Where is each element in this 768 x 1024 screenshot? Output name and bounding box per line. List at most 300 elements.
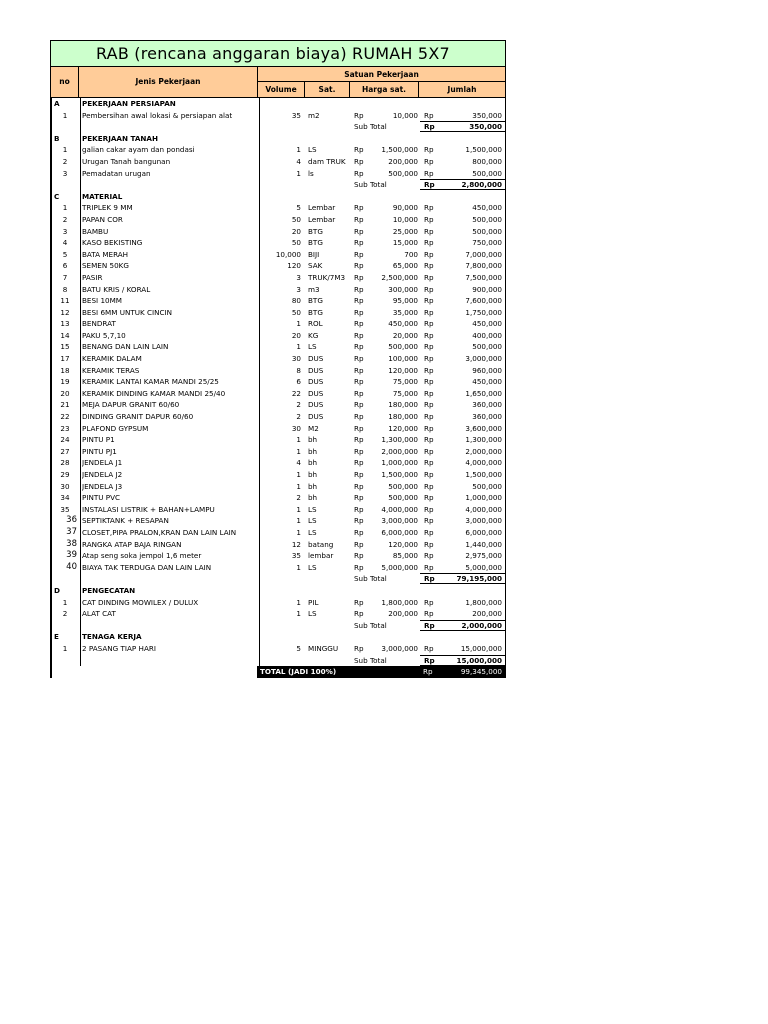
table-row: [52, 284, 505, 296]
item-price-currency: Rp: [354, 597, 364, 607]
item-price-currency: Rp: [354, 423, 364, 433]
grand-total-row: [50, 666, 506, 678]
item-price-currency: Rp: [354, 203, 364, 213]
item-amount-currency: Rp: [424, 470, 434, 479]
item-volume: 1: [296, 446, 301, 456]
item-amount-currency: Rp: [424, 330, 434, 340]
item-unit-price: 120,000: [388, 539, 418, 549]
item-description: BENANG DAN LAIN LAIN: [82, 342, 169, 352]
item-amount: 1,750,000: [465, 307, 502, 317]
item-amount: 450,000: [472, 319, 502, 329]
item-unit: Lembar: [308, 214, 336, 224]
item-price-currency: Rp: [354, 377, 364, 387]
item-price-currency: Rp: [354, 643, 364, 653]
item-amount: 4,000,000: [465, 458, 502, 468]
section-code: C: [54, 191, 60, 201]
item-no: 15: [60, 342, 70, 352]
item-unit: SAK: [308, 261, 323, 271]
item-amount: 1,650,000: [465, 388, 502, 398]
item-price-currency: Rp: [354, 249, 364, 259]
table-row: [52, 330, 505, 342]
item-no: 20: [60, 388, 70, 398]
item-amount: 350,000: [472, 110, 502, 120]
item-price-currency: Rp: [354, 319, 364, 329]
item-amount: 2,975,000: [465, 551, 502, 561]
item-no: 35: [60, 504, 70, 514]
item-unit-price: 10,000: [392, 214, 418, 224]
section-code: B: [54, 133, 60, 143]
item-description: PINTU PJ1: [82, 446, 117, 456]
item-volume: 5: [296, 203, 301, 213]
table-row: [52, 446, 505, 458]
item-unit: LS: [308, 504, 317, 514]
item-volume: 1: [296, 527, 301, 537]
item-unit: bh: [308, 470, 318, 479]
item-amount-currency: Rp: [424, 481, 434, 491]
item-no: 1: [62, 145, 68, 155]
item-unit: MINGGU: [308, 643, 339, 653]
item-amount: 5,000,000: [465, 562, 502, 572]
item-amount: 1,300,000: [465, 435, 502, 445]
item-price-currency: Rp: [354, 226, 364, 236]
subtotal-currency: Rp: [424, 655, 435, 665]
item-volume: 4: [296, 458, 301, 468]
item-no: 4: [62, 238, 68, 248]
header-no: no: [51, 67, 79, 97]
item-description: BENDRAT: [82, 319, 116, 329]
item-unit: BTG: [308, 307, 323, 317]
table-row: [52, 376, 505, 388]
item-price-currency: Rp: [354, 168, 364, 178]
item-volume: 1: [296, 609, 301, 619]
item-description: Urugan Tanah bangunan: [82, 156, 171, 166]
item-unit: bh: [308, 435, 318, 445]
item-amount-currency: Rp: [424, 272, 434, 282]
subtotal-value: 2,800,000: [461, 180, 502, 190]
item-unit-price: 65,000: [392, 261, 418, 271]
left-border: [50, 666, 52, 678]
item-amount-currency: Rp: [424, 226, 434, 236]
item-no: 11: [60, 296, 70, 306]
item-unit: DUS: [308, 400, 324, 410]
table-row: [52, 318, 505, 330]
subtotal-row: [52, 179, 505, 191]
item-no: 36: [66, 515, 77, 526]
item-description: KERAMIK LANTAI KAMAR MANDI 25/25: [82, 377, 219, 387]
item-unit-price: 1,300,000: [381, 435, 418, 445]
item-no: 1: [62, 203, 68, 213]
item-amount: 400,000: [472, 330, 502, 340]
item-description: CAT DINDING MOWILEX / DULUX: [82, 597, 199, 607]
item-amount-currency: Rp: [424, 562, 434, 572]
item-volume: 22: [291, 388, 301, 398]
item-price-currency: Rp: [354, 307, 364, 317]
item-no: 2: [62, 156, 68, 166]
item-unit: DUS: [308, 365, 324, 375]
item-description: TRIPLEK 9 MM: [82, 203, 133, 213]
subtotal-currency: Rp: [424, 620, 435, 630]
item-unit: LS: [308, 342, 317, 352]
item-amount: 500,000: [472, 226, 502, 236]
item-volume: 5: [296, 643, 301, 653]
item-no: 2: [62, 609, 68, 619]
item-volume: 35: [291, 110, 301, 120]
table-row: [52, 423, 505, 435]
table-row: [52, 168, 505, 180]
item-price-currency: Rp: [354, 412, 364, 422]
item-unit: ROL: [308, 319, 323, 329]
section-name: MATERIAL: [82, 191, 123, 201]
subtotal-currency: Rp: [424, 180, 435, 190]
section-header-row: [52, 191, 505, 203]
subtotal-row: [52, 573, 505, 585]
item-unit: BIJI: [308, 249, 320, 259]
item-volume: 50: [291, 238, 301, 248]
table-row: [52, 562, 505, 574]
item-amount: 500,000: [472, 214, 502, 224]
item-amount-currency: Rp: [424, 400, 434, 410]
rab-sheet: [50, 40, 506, 678]
table-row: [52, 260, 505, 272]
item-no: 23: [60, 423, 70, 433]
item-description: PLAFOND GYPSUM: [82, 423, 149, 433]
item-amount: 7,800,000: [465, 261, 502, 271]
item-amount-currency: Rp: [424, 203, 434, 213]
item-unit: bh: [308, 458, 318, 468]
item-amount: 960,000: [472, 365, 502, 375]
subtotal-currency: Rp: [424, 122, 435, 132]
item-unit-price: 180,000: [388, 412, 418, 422]
item-unit-price: 700: [404, 249, 418, 259]
subtotal-label: Sub Total: [354, 180, 387, 190]
item-price-currency: Rp: [354, 156, 364, 166]
item-price-currency: Rp: [354, 493, 364, 503]
item-amount: 7,000,000: [465, 249, 502, 259]
item-unit: PIL: [308, 597, 319, 607]
item-description: galian cakar ayam dan pondasi: [82, 145, 195, 155]
item-no: 6: [62, 261, 68, 271]
item-amount-currency: Rp: [424, 516, 434, 526]
table-row: [52, 237, 505, 249]
item-unit-price: 3,000,000: [381, 643, 418, 653]
item-amount-currency: Rp: [424, 435, 434, 445]
item-unit-price: 2,500,000: [381, 272, 418, 282]
item-no: 18: [60, 365, 70, 375]
item-description: PASIR: [82, 272, 103, 282]
item-volume: 4: [296, 156, 301, 166]
table-row: [52, 597, 505, 609]
item-amount: 450,000: [472, 377, 502, 387]
item-unit-price: 6,000,000: [381, 527, 418, 537]
item-amount: 360,000: [472, 412, 502, 422]
table-row: [52, 214, 505, 226]
item-description: BESI 6MM UNTUK CINCIN: [82, 307, 173, 317]
item-unit-price: 1,800,000: [381, 597, 418, 607]
item-unit: DUS: [308, 412, 324, 422]
item-unit: M2: [308, 423, 319, 433]
item-description: BESI 10MM: [82, 296, 122, 306]
item-amount-currency: Rp: [424, 412, 434, 422]
item-volume: 1: [296, 435, 301, 445]
item-unit: Lembar: [308, 203, 336, 213]
item-amount-currency: Rp: [424, 319, 434, 329]
item-description: ALAT CAT: [82, 609, 116, 619]
item-amount: 450,000: [472, 203, 502, 213]
item-price-currency: Rp: [354, 551, 364, 561]
item-unit-price: 450,000: [388, 319, 418, 329]
table-row: [52, 353, 505, 365]
item-description: Pemadatan urugan: [82, 168, 151, 178]
item-description: 2 PASANG TIAP HARI: [82, 643, 156, 653]
item-description: JENDELA J2: [82, 470, 123, 479]
item-amount-currency: Rp: [424, 214, 434, 224]
item-amount-currency: Rp: [424, 539, 434, 549]
item-amount: 4,000,000: [465, 504, 502, 514]
item-volume: 80: [291, 296, 301, 306]
item-amount-currency: Rp: [424, 145, 434, 155]
item-amount: 750,000: [472, 238, 502, 248]
table-row: [52, 643, 505, 655]
item-volume: 1: [296, 504, 301, 514]
table-row: [52, 539, 505, 551]
table-row: [52, 550, 505, 562]
item-amount: 800,000: [472, 156, 502, 166]
item-amount-currency: Rp: [424, 388, 434, 398]
item-description: PINTU PVC: [82, 493, 121, 503]
item-unit: ls: [308, 168, 314, 178]
subtotal-value: 350,000: [469, 122, 502, 132]
table-body: [50, 98, 506, 666]
item-price-currency: Rp: [354, 214, 364, 224]
item-price-currency: Rp: [354, 446, 364, 456]
item-volume: 2: [296, 493, 301, 503]
table-row: [52, 272, 505, 284]
item-price-currency: Rp: [354, 458, 364, 468]
item-price-currency: Rp: [354, 527, 364, 537]
item-no: 3: [62, 168, 68, 178]
section-name: PEKERJAAN TANAH: [82, 133, 159, 143]
table-row: [52, 156, 505, 168]
item-volume: 10,000: [275, 249, 301, 259]
item-amount-currency: Rp: [424, 261, 434, 271]
section-header-row: [52, 98, 505, 110]
item-price-currency: Rp: [354, 272, 364, 282]
item-volume: 35: [291, 551, 301, 561]
item-amount-currency: Rp: [424, 296, 434, 306]
item-description: PAKU 5,7,10: [82, 330, 126, 340]
item-amount: 2,000,000: [465, 446, 502, 456]
item-no: 5: [62, 249, 68, 259]
table-row: [52, 226, 505, 238]
table-row: [52, 457, 505, 469]
item-description: CLOSET,PIPA PRALON,KRAN DAN LAIN LAIN: [82, 527, 237, 537]
table-row: [52, 144, 505, 156]
subtotal-label: Sub Total: [354, 620, 387, 630]
item-unit-price: 1,500,000: [381, 145, 418, 155]
item-volume: 30: [291, 354, 301, 364]
section-code: A: [54, 99, 60, 108]
item-amount-currency: Rp: [424, 504, 434, 514]
section-code: E: [54, 632, 59, 642]
item-amount: 500,000: [472, 481, 502, 491]
item-unit: DUS: [308, 377, 324, 387]
table-row: [52, 307, 505, 319]
item-unit-price: 500,000: [388, 493, 418, 503]
item-no: 12: [60, 307, 70, 317]
item-unit-price: 20,000: [392, 330, 418, 340]
item-no: 27: [60, 446, 70, 456]
item-unit-price: 25,000: [392, 226, 418, 236]
item-volume: 20: [291, 330, 301, 340]
item-amount: 7,500,000: [465, 272, 502, 282]
item-volume: 1: [296, 481, 301, 491]
sheet-title: RAB (rencana anggaran biaya) RUMAH 5X7: [50, 40, 506, 66]
section-code: D: [54, 585, 60, 595]
item-unit-price: 300,000: [388, 284, 418, 294]
section-name: TENAGA KERJA: [82, 632, 142, 642]
item-price-currency: Rp: [354, 435, 364, 445]
item-no: 13: [60, 319, 70, 329]
grand-total-bar: [257, 666, 506, 678]
table-row: [52, 492, 505, 504]
item-amount-currency: Rp: [424, 551, 434, 561]
subtotal-value: 15,000,000: [456, 655, 502, 665]
item-volume: 50: [291, 214, 301, 224]
item-unit: TRUK/7M3: [308, 272, 346, 282]
grand-total-label: TOTAL (JADI 100%): [260, 667, 337, 677]
item-amount-currency: Rp: [424, 168, 434, 178]
item-no: 8: [62, 284, 68, 294]
item-volume: 3: [296, 272, 301, 282]
item-description: SEMEN 50KG: [82, 261, 129, 271]
item-no: 30: [60, 481, 70, 491]
item-amount-currency: Rp: [424, 156, 434, 166]
item-price-currency: Rp: [354, 296, 364, 306]
item-price-currency: Rp: [354, 261, 364, 271]
header-jenis-pekerjaan: Jenis Pekerjaan: [79, 67, 258, 97]
header-harga-sat: Harga sat.: [350, 82, 419, 97]
item-description: BAMBU: [82, 226, 109, 236]
item-price-currency: Rp: [354, 400, 364, 410]
item-unit-price: 75,000: [392, 377, 418, 387]
item-price-currency: Rp: [354, 481, 364, 491]
item-amount-currency: Rp: [424, 377, 434, 387]
item-unit: lembar: [308, 551, 334, 561]
item-unit: LS: [308, 516, 317, 526]
item-no: 14: [60, 330, 70, 340]
item-unit: BTG: [308, 226, 323, 236]
section-header-row: [52, 585, 505, 597]
item-price-currency: Rp: [354, 354, 364, 364]
table-row: [52, 434, 505, 446]
item-amount-currency: Rp: [424, 342, 434, 352]
subtotal-row: [52, 620, 505, 632]
item-amount-currency: Rp: [424, 110, 434, 120]
item-unit: dam TRUK: [308, 156, 346, 166]
item-price-currency: Rp: [354, 562, 364, 572]
item-unit-price: 500,000: [388, 481, 418, 491]
item-volume: 3: [296, 284, 301, 294]
item-description: KERAMIK DALAM: [82, 354, 142, 364]
item-price-currency: Rp: [354, 504, 364, 514]
item-price-currency: Rp: [354, 145, 364, 155]
table-row: [52, 249, 505, 261]
item-unit: m3: [308, 284, 320, 294]
item-unit-price: 2,000,000: [381, 446, 418, 456]
item-no: 1: [62, 643, 68, 653]
item-volume: 6: [296, 377, 301, 387]
item-amount-currency: Rp: [424, 249, 434, 259]
item-amount: 500,000: [472, 342, 502, 352]
item-no: 17: [60, 354, 70, 364]
item-unit: LS: [308, 609, 317, 619]
item-volume: 1: [296, 168, 301, 178]
item-amount-currency: Rp: [424, 423, 434, 433]
item-volume: 20: [291, 226, 301, 236]
item-no: 38: [66, 538, 77, 549]
item-price-currency: Rp: [354, 516, 364, 526]
subtotal-value: 79,195,000: [456, 574, 502, 584]
item-description: RANGKA ATAP BAJA RINGAN: [82, 539, 182, 549]
item-unit: BTG: [308, 296, 323, 306]
item-unit-price: 3,000,000: [381, 516, 418, 526]
grand-total-currency: Rp: [423, 667, 433, 677]
item-volume: 50: [291, 307, 301, 317]
table-row: [52, 469, 505, 481]
header-jumlah: Jumlah: [447, 85, 477, 94]
subtotal-label: Sub Total: [354, 122, 387, 132]
item-description: KASO BEKISTING: [82, 238, 143, 248]
item-unit-price: 120,000: [388, 365, 418, 375]
subtotal-row: [52, 121, 505, 133]
item-volume: 1: [296, 597, 301, 607]
item-no: 1: [62, 110, 68, 120]
subtotal-row: [52, 655, 505, 667]
item-no: 39: [66, 550, 77, 561]
item-unit-price: 5,000,000: [381, 562, 418, 572]
item-volume: 2: [296, 400, 301, 410]
item-no: 34: [60, 493, 70, 503]
item-no: 7: [62, 272, 68, 282]
table-row: [52, 295, 505, 307]
item-description: MEJA DAPUR GRANIT 60/60: [82, 400, 180, 410]
item-volume: 120: [287, 261, 301, 271]
item-description: JENDELA J3: [82, 481, 123, 491]
item-price-currency: Rp: [354, 609, 364, 619]
table-row: [52, 481, 505, 493]
item-price-currency: Rp: [354, 284, 364, 294]
item-price-currency: Rp: [354, 365, 364, 375]
item-volume: 30: [291, 423, 301, 433]
item-description: Pembersihan awal lokasi & persiapan alat: [82, 110, 233, 120]
item-price-currency: Rp: [354, 330, 364, 340]
header-volume: Volume: [258, 82, 305, 97]
item-amount: 360,000: [472, 400, 502, 410]
table-row: [52, 527, 505, 539]
item-unit-price: 90,000: [392, 203, 418, 213]
subtotal-value: 2,000,000: [461, 620, 502, 630]
section-name: PENGECATAN: [82, 585, 136, 595]
grand-total-value: 99,345,000: [460, 667, 502, 677]
item-amount-currency: Rp: [424, 365, 434, 375]
subtotal-label: Sub Total: [354, 574, 387, 584]
item-amount: 3,000,000: [465, 516, 502, 526]
item-unit: DUS: [308, 388, 324, 398]
header-sat: Sat.: [305, 82, 350, 97]
item-description: PINTU P1: [82, 435, 115, 445]
item-unit: bh: [308, 446, 318, 456]
item-no: 21: [60, 400, 70, 410]
